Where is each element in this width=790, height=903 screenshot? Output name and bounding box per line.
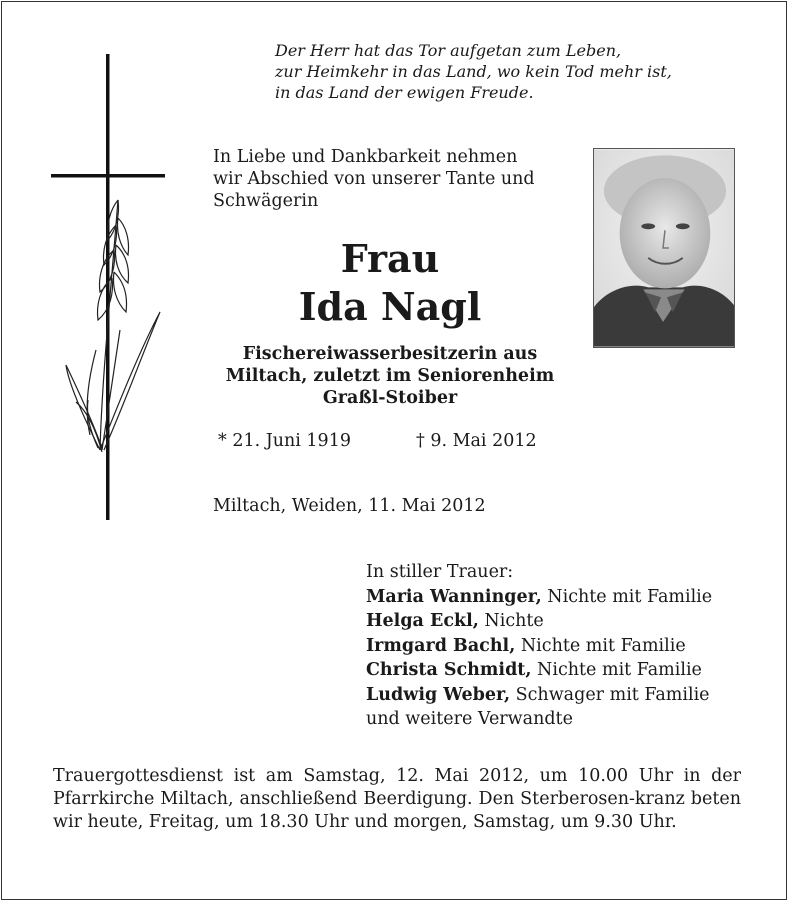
intro-line: wir Abschied von unserer Tante und [213, 169, 535, 189]
mourner-name: Christa Schmidt, [366, 660, 532, 680]
mourner-entry [366, 658, 766, 683]
funeral-service-info: Trauergottesdienst ist am Samstag, 12. Mai 2012, um 10.00 Uhr in der Pfarrkirche Miltach, anschließend Beerdigung. Den Sterberosen-kranz beten wir heute, Freitag, um 18.30 Uhr und morgen, Samstag, um 9.30 Uhr. [53, 766, 741, 832]
mourner-entry [366, 634, 766, 659]
deceased-occupation [213, 343, 567, 409]
mourner-name: Ludwig Weber, [366, 684, 511, 705]
occupation-line: Miltach, zuletzt im Seniorenheim [225, 366, 555, 386]
mourner-entry [366, 609, 766, 634]
deceased-salutation: Frau [340, 236, 440, 281]
death-date: † 9. Mai 2012 [416, 431, 537, 451]
cross-with-wheat-icon [40, 50, 180, 525]
mourners-list [366, 560, 766, 732]
farewell-intro [213, 146, 583, 212]
mourner-name: Irmgard Bachl, [366, 635, 516, 656]
mourner-relation: Nichte mit Familie [515, 635, 686, 656]
birth-date: * 21. Juni 1919 [218, 431, 351, 451]
portrait-photo [593, 148, 735, 348]
quote-line: in das Land der ewigen Freude. [275, 83, 534, 102]
mourner-name: Maria Wanninger, [366, 586, 542, 607]
mourner-relation: Nichte [478, 611, 544, 631]
mourners-heading: In stiller Trauer: [366, 562, 514, 582]
life-dates [218, 430, 578, 452]
mourner-relation: Schwager mit Familie [510, 684, 710, 705]
intro-line: In Liebe und Dankbarkeit nehmen [213, 147, 518, 167]
quote-line: Der Herr hat das Tor aufgetan zum Leben, [275, 41, 622, 60]
mourner-entry [366, 683, 766, 708]
mourner-name: Helga Eckl, [366, 611, 479, 631]
quote-line: zur Heimkehr in das Land, wo kein Tod mehr ist, [275, 62, 672, 81]
intro-line: Schwägerin [213, 191, 319, 211]
deceased-name: Ida Nagl [298, 284, 482, 329]
occupation-line: Fischereiwasserbesitzerin aus [242, 344, 538, 364]
mourners-closing: und weitere Verwandte [366, 709, 573, 729]
mourner-relation: Nichte mit Familie [531, 660, 702, 680]
bible-quote [275, 40, 755, 103]
occupation-line: Graßl-Stoiber [322, 388, 458, 408]
place-and-date: Miltach, Weiden, 11. Mai 2012 [213, 496, 486, 516]
mourner-entry [366, 585, 766, 610]
mourner-relation: Nichte mit Familie [541, 586, 713, 607]
